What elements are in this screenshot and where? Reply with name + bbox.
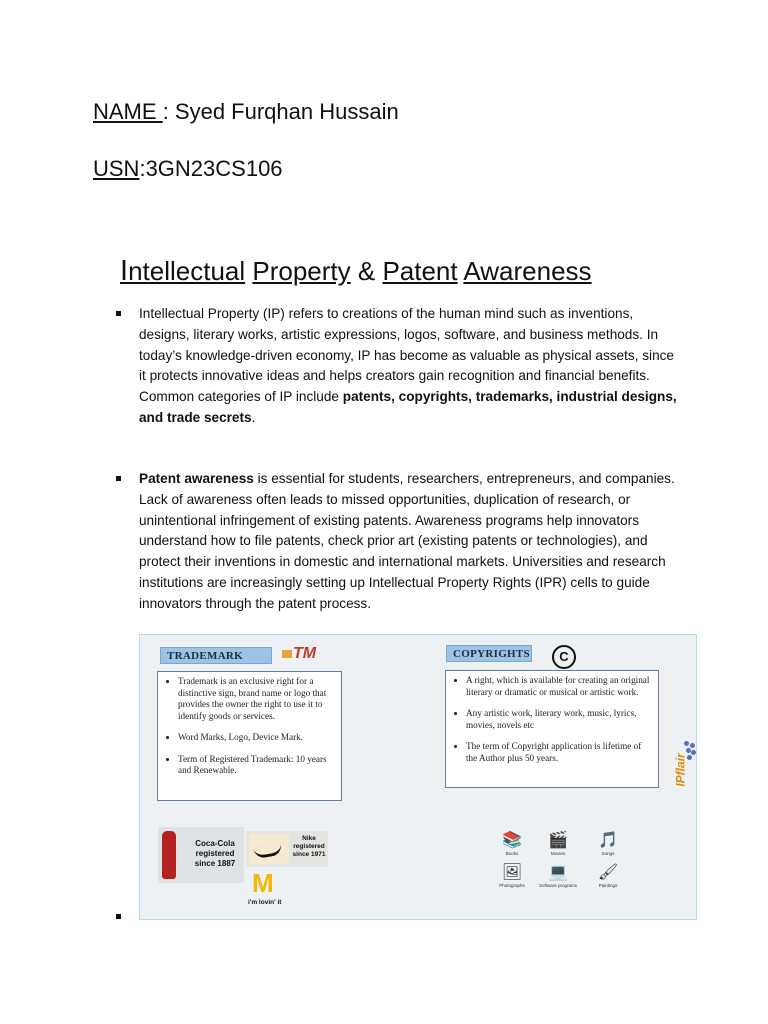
student-name-line [93, 98, 399, 126]
copyrights-header: COPYRIGHTS [446, 645, 532, 662]
software-icon: 💻 Software programs [538, 864, 577, 888]
copyright-icon: C [552, 645, 576, 669]
nike-caption: Nike registered since 1971 [292, 835, 326, 858]
name-separator: : [162, 99, 175, 124]
copyrights-box [445, 670, 659, 788]
title-word-property: Property [252, 256, 351, 286]
paragraph-text: . [251, 409, 256, 425]
nike-example [246, 831, 328, 867]
paragraph-bold: Patent awareness [139, 471, 254, 486]
title-word-intellectual: ntellectual [128, 256, 246, 286]
copyright-point: • Any artistic work, literary work, music, lyrics, movies, novels etc [466, 708, 652, 731]
usn-label: USN [93, 156, 140, 181]
copyright-point: • A right, which is available for creating an original literary or dramatic or musical or artistic work. [466, 675, 652, 698]
paintings-icon: 🖌 Paintings [597, 864, 619, 888]
coke-bottle-icon [162, 831, 176, 879]
copyright-works-icons [490, 831, 630, 901]
trademark-box [157, 671, 342, 801]
title-ampersand: & [350, 256, 383, 286]
bullet-marker [116, 476, 121, 481]
paragraph-ip-definition [139, 304, 679, 429]
mcdonalds-tagline: i'm lovin' it [248, 899, 282, 906]
trademark-header: TRADEMARK [160, 647, 272, 664]
page-title [120, 254, 592, 288]
paragraph-text: Intellectual Property (IP) refers to creations of the human mind such as inventions, designs, literary works, artistic expressions, logos, software, and business methods. In today’s knowledge-driven economy, IP has become as valuable as physical assets, since it protects innovative ideas and helps creators gain recognition and financial benefits. Common categories of IP include [139, 306, 674, 405]
copyright-point: • The term of Copyright application is lifetime of the Author plus 50 years. [466, 741, 652, 764]
trademark-point: • Word Marks, Logo, Device Mark. [178, 732, 335, 744]
title-word-patent: Patent [382, 256, 458, 286]
bullet-marker [116, 311, 121, 316]
paragraph-bold: patents, copyrights, trademarks, industrial designs, and trade secrets [139, 389, 677, 425]
ipflair-logo-icon [673, 741, 696, 797]
paragraph-patent-awareness [139, 469, 679, 615]
ip-slide-image [139, 634, 697, 920]
tm-icon [282, 645, 316, 663]
songs-icon: 🎵 Songs [598, 832, 618, 856]
usn-value: :3GN23CS106 [139, 156, 283, 181]
usn-line [93, 155, 283, 183]
trademark-point: • Term of Registered Trademark: 10 years and Renewable. [178, 754, 335, 777]
coca-cola-example [158, 827, 244, 883]
trademark-point: • Trademark is an exclusive right for a distinctive sign, brand name or logo that provides the owner the right to use it to identify goods or services. [178, 676, 335, 722]
name-label: NAME [93, 99, 163, 124]
photographs-icon: 🖼 Photographs [499, 864, 525, 888]
mcdonalds-example [248, 869, 294, 909]
name-value: Syed Furqhan Hussain [174, 99, 399, 124]
books-icon: 📚 Books [502, 832, 522, 856]
title-initial: I [120, 255, 129, 287]
nike-swoosh-icon [249, 834, 289, 864]
paragraph-text: is essential for students, researchers, entrepreneurs, and companies. Lack of awareness often leads to missed opportunities, duplication of research, or unintentional infringement of existing patents. Awareness programs help innovators understand how to file patents, check prior art (existing patents or technologies), and protect their inventions in domestic and international markets. Universities and research institutions are increasingly setting up Intellectual Property Rights (IPR) cells to guide innovators through the patent process. [139, 471, 675, 611]
movies-icon: 🎬 Movies [548, 832, 568, 856]
golden-arches-icon: M [252, 868, 274, 898]
ipflair-wordmark: IPflair [673, 753, 688, 787]
coke-caption: Coca-Cola registered since 1887 [194, 839, 236, 868]
bullet-marker [116, 914, 121, 919]
tm-logo-text: TM [293, 645, 317, 662]
title-word-awareness: Awareness [463, 256, 592, 286]
